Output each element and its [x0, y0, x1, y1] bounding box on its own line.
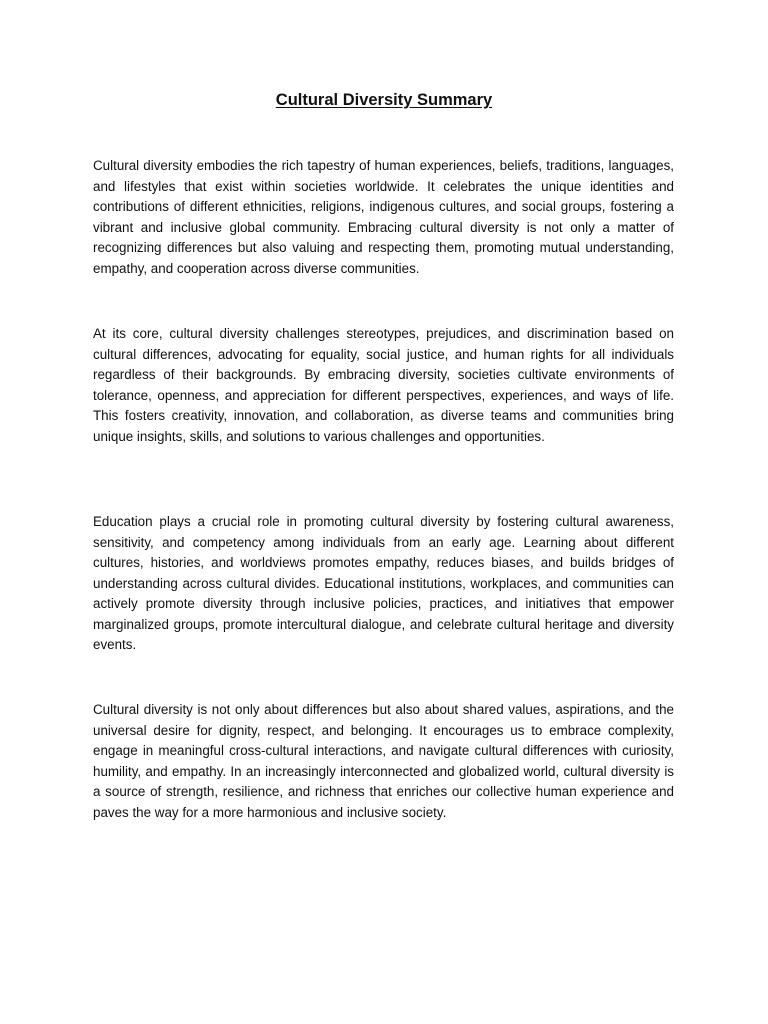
paragraph-3: Education plays a crucial role in promoting cultural diversity by fostering cultural awareness, sensitivity, and competency among individuals from an early age. Learning about different cultures, histories, and worldviews promotes empathy, reduces biases, and builds bridges of understanding across cultural divides. Educational institutions, workplaces, and communities can actively promote diversity through inclusive policies, practices, and initiatives that empower marginalized groups, promote intercultural dialogue, and celebrate cultural heritage and diversity events.	[93, 514, 674, 652]
paragraph-1: Cultural diversity embodies the rich tapestry of human experiences, beliefs, traditions, languages, and lifestyles that exist within societies worldwide. It celebrates the unique identities and contributions of different ethnicities, religions, indigenous cultures, and social groups, fostering a vibrant and inclusive global community. Embracing cultural diversity is not only a matter of recognizing differences but also valuing and respecting them, promoting mutual understanding, empathy, and cooperation across diverse communities.	[93, 158, 674, 276]
paragraph-2: At its core, cultural diversity challenges stereotypes, prejudices, and discrimination based on cultural differences, advocating for equality, social justice, and human rights for all individuals regardless of their backgrounds. By embracing diversity, societies cultivate environments of tolerance, openness, and appreciation for different perspectives, experiences, and ways of life. This fosters creativity, innovation, and collaboration, as diverse teams and communities bring unique insights, skills, and solutions to various challenges and opportunities.	[93, 326, 674, 444]
document-title: Cultural Diversity Summary	[275, 91, 493, 109]
paragraph-4: Cultural diversity is not only about differences but also about shared values, aspirations, and the universal desire for dignity, respect, and belonging. It encourages us to embrace complexity, engage in meaningful cross-cultural interactions, and navigate cultural differences with curiosity, humility, and empathy. In an increasingly interconnected and globalized world, cultural diversity is a source of strength, resilience, and richness that enriches our collective human experience and paves the way for a more harmonious and inclusive society.	[93, 702, 674, 820]
